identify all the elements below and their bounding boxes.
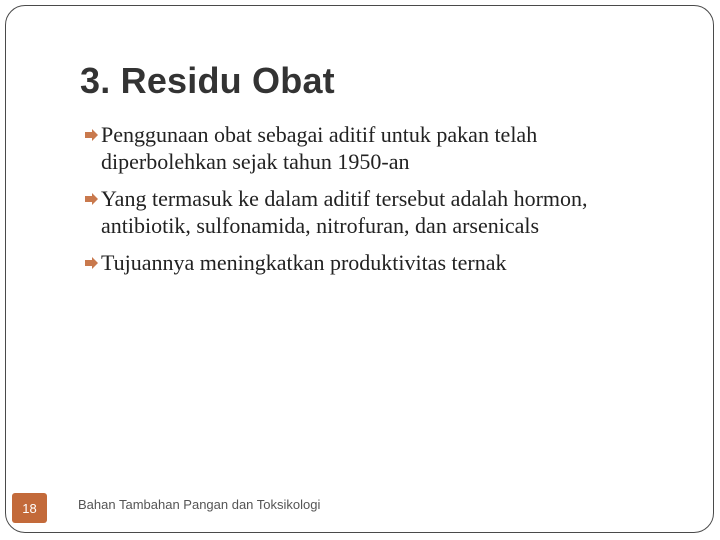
page-number-badge: 18 (12, 493, 47, 523)
bullet-text: Tujuannya meningkatkan produktivitas ternak (101, 250, 507, 275)
bullet-text: Yang termasuk ke dalam aditif tersebut adalah hormon, antibiotik, sulfonamida, nitrofuran, dan arsenicals (101, 186, 588, 238)
arrow-bullet-icon (84, 257, 99, 269)
bullet-item (84, 121, 644, 175)
bullet-text: Penggunaan obat sebagai aditif untuk pakan telah diperbolehkan sejak tahun 1950-an (101, 122, 538, 174)
slide-title: 3. Residu Obat (80, 60, 335, 101)
bullet-list (84, 121, 644, 286)
footer-text: Bahan Tambahan Pangan dan Toksikologi (78, 497, 321, 512)
bullet-item (84, 249, 644, 276)
bullet-item (84, 185, 644, 239)
arrow-bullet-icon (84, 129, 99, 141)
arrow-bullet-icon (84, 193, 99, 205)
